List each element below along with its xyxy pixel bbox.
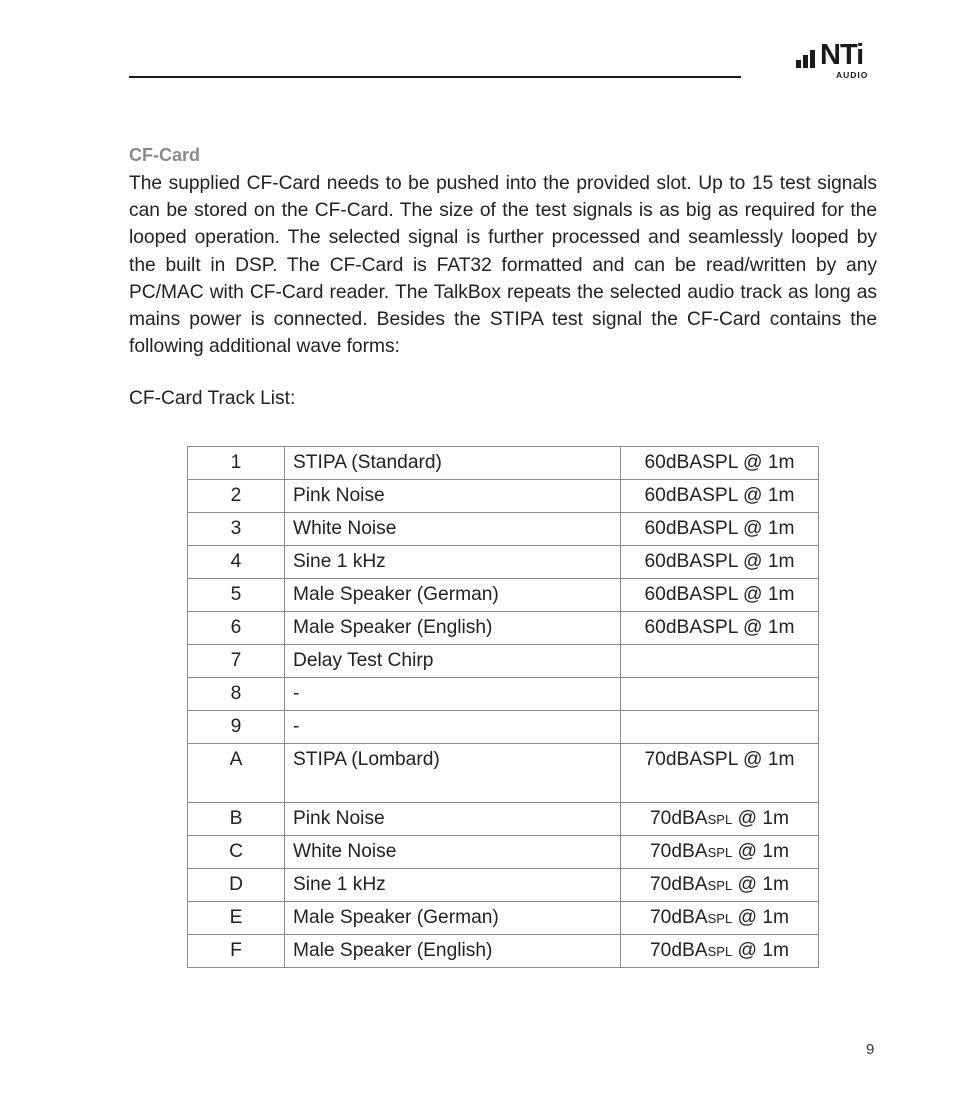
track-level-distance: @ 1m — [737, 749, 795, 770]
track-name-cell: Male Speaker (German) — [285, 902, 621, 935]
table-row — [188, 678, 819, 711]
track-level-cell — [621, 513, 819, 546]
table-row — [188, 836, 819, 869]
track-level-cell — [621, 836, 819, 869]
track-level-distance: @ 1m — [737, 617, 795, 638]
track-level-unit: SPL — [707, 944, 733, 959]
track-level-value: 70dBA — [650, 808, 708, 829]
table-row — [188, 711, 819, 744]
track-level-cell — [621, 480, 819, 513]
header-rule — [129, 76, 741, 78]
logo-brand-text: NTi — [820, 39, 864, 71]
track-id-cell: 9 — [188, 711, 285, 744]
page-number: 9 — [866, 1041, 875, 1058]
track-id-cell: D — [188, 869, 285, 902]
track-name-cell: White Noise — [285, 836, 621, 869]
track-name-cell: Male Speaker (English) — [285, 612, 621, 645]
track-level-distance: @ 1m — [737, 518, 795, 539]
track-id-cell: 3 — [188, 513, 285, 546]
track-level-unit: SPL — [707, 845, 733, 860]
track-level-value: 60dBASPL — [644, 551, 738, 572]
table-row — [188, 869, 819, 902]
track-level-cell — [621, 678, 819, 711]
track-level-cell — [621, 803, 819, 836]
track-id-cell: F — [188, 935, 285, 968]
signal-bars-icon — [796, 46, 820, 68]
track-level-cell — [621, 711, 819, 744]
track-id-cell: 5 — [188, 579, 285, 612]
track-level-value: 70dBA — [650, 841, 708, 862]
track-level-value: 60dBASPL — [644, 617, 738, 638]
track-level-value: 60dBASPL — [644, 485, 738, 506]
track-level-cell — [621, 579, 819, 612]
track-level-distance: @ 1m — [732, 874, 789, 895]
track-level-unit: SPL — [707, 911, 733, 926]
track-level-distance: @ 1m — [732, 940, 789, 961]
tracklist-label: CF-Card Track List: — [129, 388, 296, 409]
track-id-cell: 1 — [188, 447, 285, 480]
track-name-cell: Pink Noise — [285, 480, 621, 513]
track-level-distance: @ 1m — [732, 808, 789, 829]
track-list-table — [187, 446, 819, 968]
track-level-cell — [621, 447, 819, 480]
table-row — [188, 902, 819, 935]
track-level-distance: @ 1m — [737, 452, 795, 473]
track-level-cell — [621, 612, 819, 645]
track-level-distance: @ 1m — [737, 485, 795, 506]
track-id-cell: 2 — [188, 480, 285, 513]
track-level-unit: SPL — [707, 812, 733, 827]
table-row — [188, 612, 819, 645]
track-level-value: 60dBASPL — [644, 518, 738, 539]
table-row — [188, 447, 819, 480]
track-level-cell — [621, 546, 819, 579]
table-row — [188, 935, 819, 968]
table-row — [188, 513, 819, 546]
track-name-cell: STIPA (Standard) — [285, 447, 621, 480]
track-name-cell: Male Speaker (German) — [285, 579, 621, 612]
track-id-cell: C — [188, 836, 285, 869]
table-row — [188, 645, 819, 678]
track-name-cell: Delay Test Chirp — [285, 645, 621, 678]
track-id-cell: 7 — [188, 645, 285, 678]
track-name-cell: White Noise — [285, 513, 621, 546]
track-level-value: 70dBASPL — [644, 749, 738, 770]
table-row — [188, 803, 819, 836]
track-level-value: 70dBA — [650, 874, 708, 895]
track-level-cell — [621, 869, 819, 902]
track-id-cell: 6 — [188, 612, 285, 645]
section-heading: CF-Card — [129, 145, 200, 165]
track-name-cell: Pink Noise — [285, 803, 621, 836]
track-level-value: 70dBA — [650, 940, 708, 961]
track-level-cell — [621, 744, 819, 803]
body-paragraph: The supplied CF-Card needs to be pushed into the provided slot. Up to 15 test signals can be stored on the CF-Card. The size of the test signals is as big as required for the looped operation. The selected signal is further processed and seamlessly looped by the built in DSP. The CF-Card is FAT32 formatted and can be read/written by any PC/MAC with CF-Card reader. The TalkBox repeats the selected audio track as long as mains power is connected. Besides the STIPA test signal the CF-Card contains the following additional wave forms: — [129, 173, 877, 358]
table-row — [188, 546, 819, 579]
table-row — [188, 480, 819, 513]
track-level-unit: SPL — [707, 878, 733, 893]
track-level-value: 70dBA — [650, 907, 708, 928]
track-name-cell: Sine 1 kHz — [285, 869, 621, 902]
track-name-cell: - — [285, 711, 621, 744]
track-id-cell: 4 — [188, 546, 285, 579]
track-level-value: 60dBASPL — [644, 584, 738, 605]
track-level-cell — [621, 645, 819, 678]
track-name-cell: - — [285, 678, 621, 711]
track-name-cell: STIPA (Lombard) — [285, 744, 621, 803]
nti-audio-logo — [796, 39, 878, 80]
track-level-value: 60dBASPL — [644, 452, 738, 473]
track-level-distance: @ 1m — [732, 907, 789, 928]
track-level-cell — [621, 902, 819, 935]
table-row — [188, 579, 819, 612]
track-id-cell: E — [188, 902, 285, 935]
track-id-cell: B — [188, 803, 285, 836]
track-level-distance: @ 1m — [732, 841, 789, 862]
logo-sub-text: AUDIO — [836, 70, 869, 80]
track-level-distance: @ 1m — [737, 551, 795, 572]
track-name-cell: Sine 1 kHz — [285, 546, 621, 579]
track-id-cell: A — [188, 744, 285, 803]
track-level-cell — [621, 935, 819, 968]
table-row — [188, 744, 819, 803]
track-level-distance: @ 1m — [737, 584, 795, 605]
track-name-cell: Male Speaker (English) — [285, 935, 621, 968]
track-id-cell: 8 — [188, 678, 285, 711]
track-list-body — [188, 447, 819, 968]
